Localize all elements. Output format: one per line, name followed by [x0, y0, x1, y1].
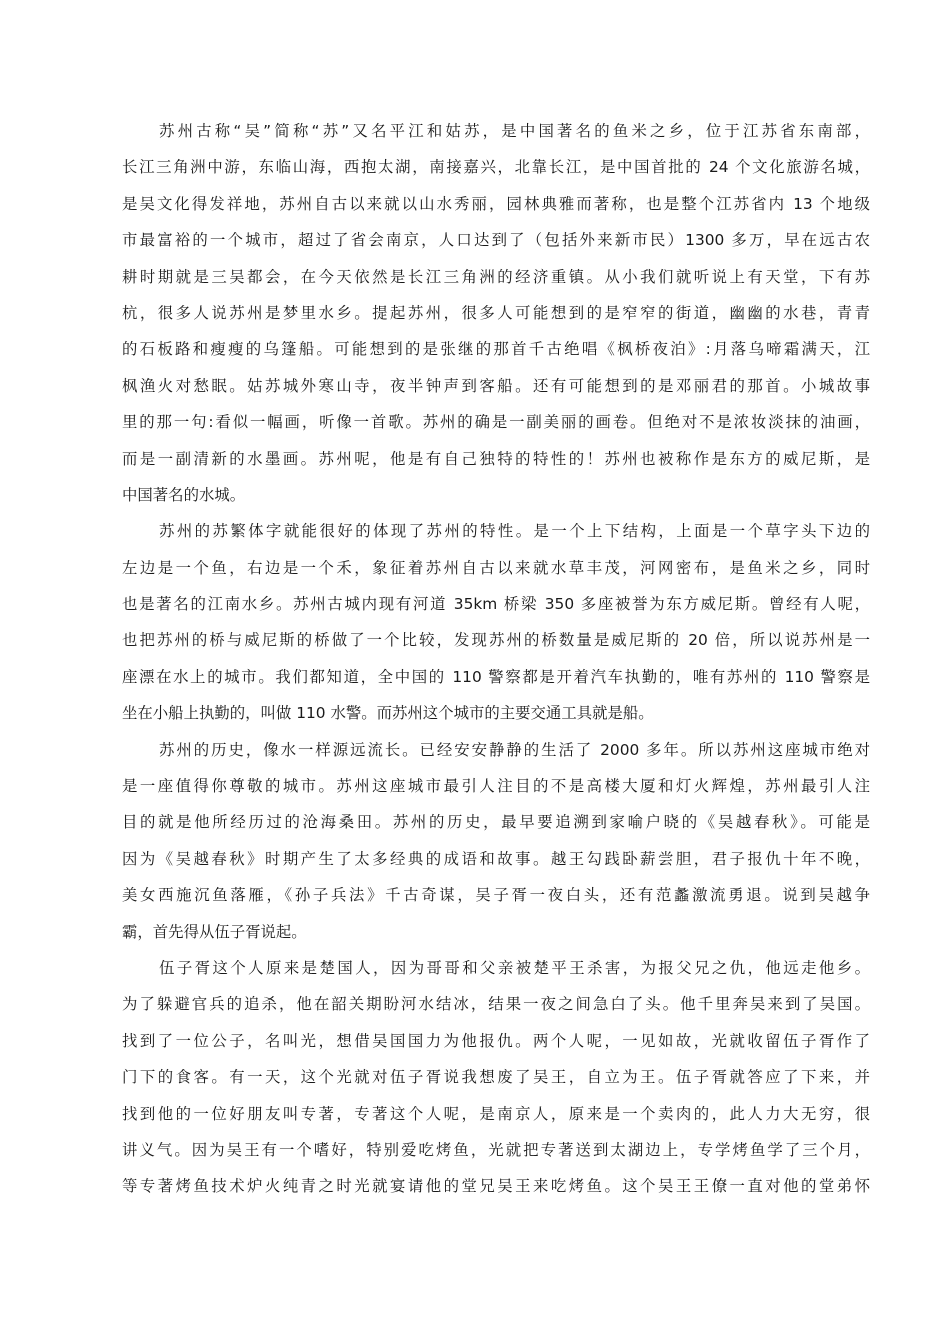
- text-line: 美女西施沉鱼落雁，《孙子兵法》千古奇谋，吴子胥一夜白头，还有范蠡激流勇退。说到吴越争: [122, 886, 870, 905]
- text-line: 等专著烤鱼技术炉火纯青之时光就宴请他的堂兄吴王来吃烤鱼。这个吴王王僚一直对他的堂弟怀: [122, 1177, 870, 1196]
- text-line: 为了躲避官兵的追杀，他在韶关期盼河水结冰，结果一夜之间急白了头。他千里奔吴来到了吴国。: [122, 995, 870, 1014]
- paragraph-3: [122, 732, 870, 950]
- text-line: 苏州的苏繁体字就能很好的体现了苏州的特性。是一个上下结构，上面是一个草字头下边的: [159, 522, 870, 541]
- text-line: 找到了一位公子，名叫光，想借吴国国力为他报仇。两个人呢，一见如故，光就收留伍子胥作了: [122, 1031, 870, 1050]
- text-line: 也是著名的江南水乡。苏州古城内现有河道 35km 桥梁 350 多座被誉为东方威尼斯。曾经有人呢，: [122, 595, 870, 614]
- text-line: 市最富裕的一个城市，超过了省会南京，人口达到了（包括外来新市民）1300 多万，早在远古农: [122, 231, 870, 250]
- text-line: 伍子胥这个人原来是楚国人，因为哥哥和父亲被楚平王杀害，为报父兄之仇，他远走他乡。: [159, 958, 870, 977]
- text-line: 枫渔火对愁眠。姑苏城外寒山寺，夜半钟声到客船。还有可能想到的是邓丽君的那首。小城故事: [122, 376, 870, 395]
- document-body: [122, 113, 870, 1205]
- text-line: 耕时期就是三吴都会，在今天依然是长江三角洲的经济重镇。从小我们就听说上有天堂，下有苏: [122, 267, 870, 286]
- text-line: 也把苏州的桥与威尼斯的桥做了一个比较，发现苏州的桥数量是威尼斯的 20 倍，所以说苏州是一: [122, 631, 870, 650]
- text-line: 左边是一个鱼，右边是一个禾，象征着苏州自古以来就水草丰茂，河网密布，是鱼米之乡，同时: [122, 558, 870, 577]
- text-line: 的石板路和瘦瘦的乌篷船。可能想到的是张继的那首千古绝唱《枫桥夜泊》:月落乌啼霜满天，江: [122, 340, 870, 359]
- text-line: 苏州古称“吴”简称“苏”又名平江和姑苏，是中国著名的鱼米之乡，位于江苏省东南部，: [159, 122, 870, 140]
- text-line: 苏州的历史，像水一样源远流长。已经安安静静的生活了 2000 多年。所以苏州这座城市绝对: [159, 740, 870, 759]
- text-line: 讲义气。因为吴王有一个嗜好，特别爱吃烤鱼，光就把专著送到太湖边上，专学烤鱼学了三个月，: [122, 1140, 870, 1159]
- text-line: 是吴文化得发祥地，苏州自古以来就以山水秀丽，园林典雅而著称，也是整个江苏省内 13 个地级: [122, 194, 870, 213]
- paragraph-2: [122, 513, 870, 731]
- text-line: 而是一副清新的水墨画。苏州呢，他是有自己独特的特性的！苏州也被称作是东方的威尼斯，是: [122, 449, 870, 468]
- text-line: 坐在小船上执勤的，叫做 110 水警。而苏州这个城市的主要交通工具就是船。: [122, 704, 654, 723]
- text-line: 因为《吴越春秋》时期产生了太多经典的成语和故事。越王勾践卧薪尝胆，君子报仇十年不晚，: [122, 849, 870, 868]
- text-line: 中国著名的水城。: [122, 485, 246, 504]
- text-line: 是一座值得你尊敬的城市。苏州这座城市最引人注目的不是高楼大厦和灯火辉煌，苏州最引人注: [122, 777, 870, 796]
- text-line: 门下的食客。有一天，这个光就对伍子胥说我想废了吴王，自立为王。伍子胥就答应了下来，并: [122, 1068, 870, 1087]
- paragraph-4: [122, 950, 870, 1205]
- text-line: 霸，首先得从伍子胥说起。: [122, 922, 307, 941]
- paragraph-1: [122, 113, 870, 513]
- text-line: 里的那一句:看似一幅画，听像一首歌。苏州的确是一副美丽的画卷。但绝对不是浓妆淡抹的油画，: [122, 413, 870, 432]
- text-line: 长江三角洲中游，东临山海，西抱太湖，南接嘉兴，北靠长江，是中国首批的 24 个文化旅游名城，: [122, 158, 870, 177]
- text-line: 目的就是他所经历过的沧海桑田。苏州的历史，最早要追溯到家喻户晓的《吴越春秋》。可能是: [122, 813, 870, 832]
- text-line: 座漂在水上的城市。我们都知道，全中国的 110 警察都是开着汽车执勤的，唯有苏州的 110 警察是: [122, 667, 870, 686]
- text-line: 找到他的一位好朋友叫专著，专著这个人呢，是南京人，原来是一个卖肉的，此人力大无穷，很: [122, 1104, 870, 1123]
- text-line: 杭，很多人说苏州是梦里水乡。提起苏州，很多人可能想到的是窄窄的街道，幽幽的水巷，青青: [122, 303, 870, 322]
